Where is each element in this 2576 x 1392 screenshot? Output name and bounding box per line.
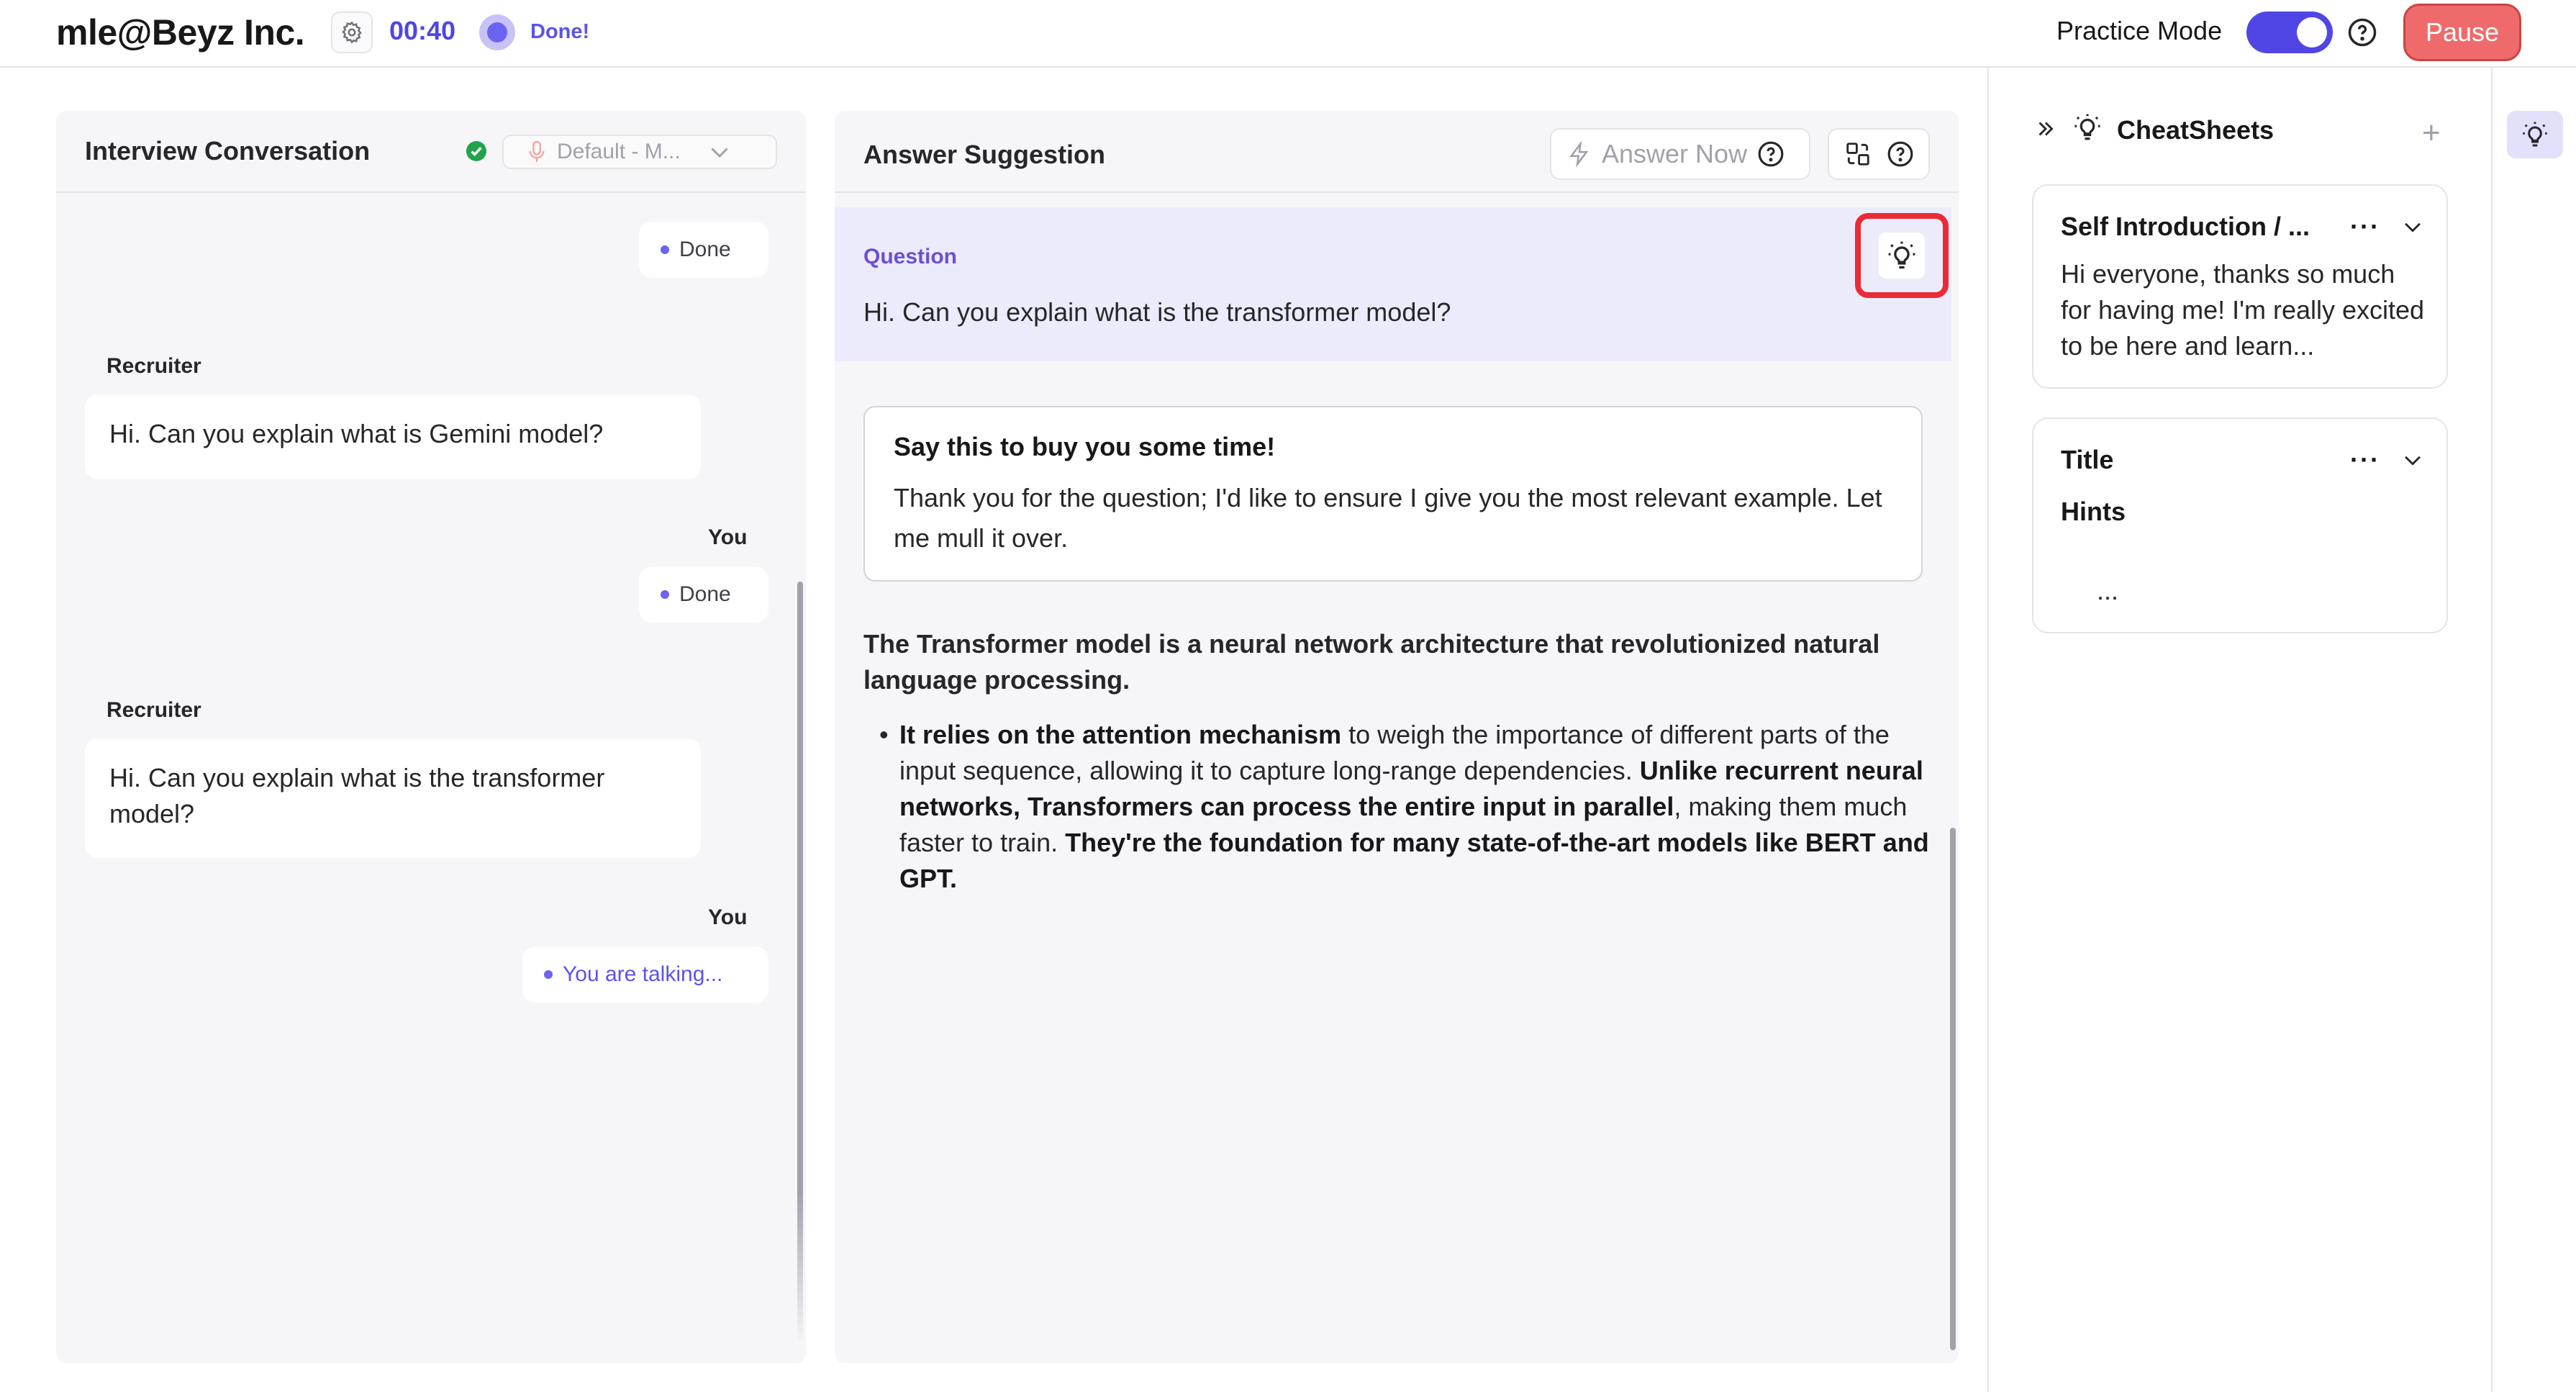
chevron-down-icon <box>707 139 733 165</box>
practice-mode-label: Practice Mode <box>2056 16 2223 45</box>
pause-button[interactable]: Pause <box>2403 4 2521 61</box>
microphone-select-value: Default - M... <box>557 140 681 163</box>
switch-layout-icon[interactable] <box>1844 140 1872 168</box>
question-box <box>835 207 1951 361</box>
settings-button[interactable] <box>331 12 373 53</box>
status-text: Done! <box>530 20 590 43</box>
question-label: Question <box>863 245 958 268</box>
answer-now-button[interactable] <box>1550 128 1810 180</box>
status-chip: Done <box>639 566 768 623</box>
stall-title: Say this to buy you some time! <box>894 432 1276 461</box>
speaker-label: You <box>708 905 748 929</box>
card-title: Self Introduction / ... <box>2061 212 2310 241</box>
add-cheatsheet-button[interactable]: + <box>2422 115 2441 150</box>
microphone-icon <box>527 140 547 164</box>
speaker-label: Recruiter <box>106 354 201 378</box>
toggle-knob <box>2297 17 2327 48</box>
answer-now-label: Answer Now <box>1602 139 1748 168</box>
lightning-icon <box>1567 140 1592 168</box>
collapse-sidebar-button[interactable] <box>2033 117 2058 145</box>
cheatsheets-tab[interactable] <box>2507 111 2563 158</box>
more-icon[interactable]: ··· <box>2350 445 2380 474</box>
session-timer: 00:40 <box>389 16 456 45</box>
message-bubble: Hi. Can you explain what is Gemini model? <box>85 394 701 479</box>
answer-title: Answer Suggestion <box>863 140 1106 169</box>
connected-check-icon <box>466 141 486 161</box>
conversation-title: Interview Conversation <box>85 136 371 166</box>
practice-mode-toggle[interactable] <box>2246 12 2333 53</box>
answer-summary: The Transformer model is a neural network architecture that revolutionized natural language processing. <box>863 629 1880 695</box>
lightbulb-icon <box>1886 240 1918 271</box>
status-chip: Done <box>639 222 768 278</box>
answer-bullets <box>879 717 1930 897</box>
speaker-label: You <box>708 525 748 549</box>
generate-hint-button[interactable] <box>1855 213 1949 298</box>
brand-title: mle@Beyz Inc. <box>56 12 305 53</box>
stall-body: Thank you for the question; I'd like to ensure I give you the most relevant example. Let me mull it over. <box>894 483 1882 553</box>
more-icon[interactable]: ··· <box>2350 212 2380 241</box>
card-title: Title <box>2061 445 2114 474</box>
conversation-scrollbar[interactable] <box>797 582 803 1344</box>
help-icon <box>2347 17 2377 48</box>
divider <box>56 191 806 193</box>
talking-chip: You are talking... <box>522 946 768 1003</box>
lightbulb-icon <box>2521 120 2549 149</box>
card-subtitle: Hints <box>2061 497 2126 526</box>
double-chevron-right-icon <box>2033 117 2058 141</box>
conversation-panel <box>56 111 806 1363</box>
chevron-down-icon[interactable] <box>2400 448 2425 472</box>
help-icon <box>1757 140 1784 168</box>
cheatsheet-card[interactable] <box>2032 417 2448 633</box>
card-body: Hi everyone, thanks so much for having me! I'm really excited to be here and learn... <box>2061 259 2425 361</box>
answer-scrollbar[interactable] <box>1950 828 1956 1350</box>
divider <box>835 191 1959 193</box>
help-button[interactable] <box>2347 17 2377 51</box>
cheatsheet-card[interactable] <box>2032 184 2448 389</box>
card-body: ... <box>2097 576 2119 605</box>
stall-suggestion-card <box>863 406 1923 582</box>
speaker-label: Recruiter <box>106 698 201 722</box>
chevron-down-icon[interactable] <box>2400 214 2425 239</box>
answer-bullet: • It relies on the attention mechanism to weigh the importance of different parts of the input sequence, allowing it to capture long-range dependencies. Unlike recurrent neural networks, Transformers can process the entire input in parallel, making them much faster to train. They're the foundation for many state-of-the-art models like BERT and GPT. <box>879 717 1930 897</box>
divider <box>2491 68 2493 1392</box>
cheatsheets-title: CheatSheets <box>2117 115 2275 145</box>
lightbulb-icon <box>2072 112 2103 146</box>
answer-tools <box>1828 128 1930 180</box>
status-indicator <box>479 14 515 50</box>
gear-icon <box>340 20 364 45</box>
message-bubble: Hi. Can you explain what is the transformer model? <box>85 738 701 858</box>
question-text: Hi. Can you explain what is the transformer model? <box>863 297 1451 327</box>
divider <box>1987 68 1989 1392</box>
help-icon[interactable] <box>1887 140 1914 168</box>
microphone-select[interactable] <box>502 135 777 169</box>
